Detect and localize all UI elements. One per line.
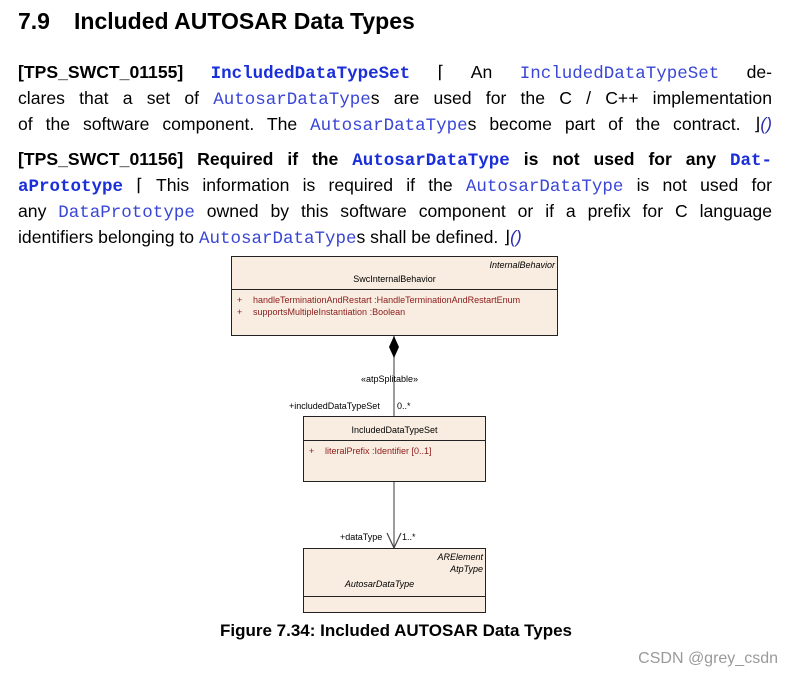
section-number: 7.9 — [18, 8, 50, 34]
text: of the software component. The — [18, 114, 298, 134]
requirement-line — [18, 147, 772, 173]
section-heading — [18, 8, 415, 35]
requirement-heading-text: Required if the — [197, 149, 339, 169]
figure-caption — [0, 621, 794, 641]
attribute-row — [237, 295, 520, 305]
requirement-line — [18, 173, 772, 199]
class-link[interactable]: DataPrototype — [58, 203, 195, 223]
class-link[interactable]: AutosarDataType — [310, 116, 468, 136]
class-name: IncludedDataTypeSet — [351, 425, 438, 435]
class-name: SwcInternalBehavior — [353, 274, 436, 284]
open-bracket: ⌈ — [437, 62, 445, 82]
stereotype-label: ARElement — [437, 552, 483, 562]
class-link[interactable]: IncludedDataTypeSet — [519, 64, 720, 84]
text: de- — [746, 62, 773, 82]
requirement-line — [18, 199, 772, 225]
association-stereotype: «atpSplitable» — [361, 374, 419, 384]
association-role: +includedDataTypeSet — [289, 401, 380, 411]
requirement-id: [TPS_SWCT_01156] — [18, 149, 184, 169]
requirement-heading-link[interactable]: AutosarDataType — [352, 151, 510, 171]
class-link[interactable]: AutosarDataType — [198, 229, 357, 249]
text: clares that a set of — [18, 88, 200, 108]
visibility-marker: + — [237, 307, 243, 317]
stereotype-label: AtpType — [450, 564, 483, 574]
requirement-heading-link[interactable]: aPrototype — [18, 177, 124, 197]
class-link[interactable]: AutosarDataType — [213, 90, 371, 110]
attribute-text: handleTerminationAndRestart :HandleTerminationAndRestartEnum — [253, 295, 521, 305]
close-bracket: ⌋ — [753, 114, 761, 134]
text: is not used for — [636, 175, 772, 195]
text: s are used for the C / C++ implementation — [370, 88, 772, 108]
class-header — [232, 257, 557, 290]
visibility-marker: + — [237, 295, 243, 305]
attribute-text: literalPrefix :Identifier [0..1] — [325, 446, 432, 456]
requirement-heading-text: is not used for any — [523, 149, 717, 169]
stereotype-label: InternalBehavior — [489, 260, 555, 270]
class-name: AutosarDataType — [344, 579, 415, 589]
navigation-arrow-icon — [387, 533, 401, 548]
requirement-heading-link[interactable]: Dat- — [730, 151, 773, 171]
caption-text: Figure 7.34: Included AUTOSAR Data Types — [219, 621, 573, 640]
watermark: CSDN @grey_csdn — [638, 650, 778, 667]
close-bracket: ⌋ — [503, 227, 511, 247]
association-multiplicity: 1..* — [402, 532, 416, 542]
text: identifiers belonging to — [18, 227, 195, 247]
class-autosar-data-type[interactable] — [303, 548, 486, 613]
attribute-row — [309, 446, 432, 456]
requirement-line — [18, 112, 772, 138]
class-swc-internal-behavior[interactable] — [231, 256, 558, 336]
attribute-row — [237, 307, 405, 317]
requirement-heading-link[interactable]: IncludedDataTypeSet — [210, 64, 411, 84]
requirement-tps-swct-01156 — [18, 147, 772, 251]
attribute-text: supportsMultipleInstantiation :Boolean — [253, 307, 406, 317]
association-role: +dataType — [340, 532, 383, 542]
trace-link[interactable]: () — [760, 114, 773, 134]
text: s shall be defined. — [356, 227, 499, 247]
class-header — [304, 549, 485, 597]
visibility-marker: + — [309, 446, 315, 456]
trace-link[interactable]: () — [510, 227, 522, 247]
text: any — [18, 201, 47, 221]
association-multiplicity: 0..* — [397, 401, 411, 411]
class-included-data-type-set[interactable] — [303, 416, 486, 482]
text: This information is required if the — [155, 175, 453, 195]
text: owned by this software component or if a prefix for C language — [206, 201, 773, 221]
requirement-line — [18, 86, 772, 112]
composition-diamond-icon — [389, 336, 399, 358]
requirement-tps-swct-01155 — [18, 60, 772, 138]
text: An — [470, 62, 493, 82]
requirement-id: [TPS_SWCT_01155] — [18, 62, 184, 82]
class-link[interactable]: AutosarDataType — [465, 177, 624, 197]
text: s become part of the contract. — [467, 114, 741, 134]
section-title: Included AUTOSAR Data Types — [74, 8, 415, 34]
requirement-line — [18, 225, 772, 251]
open-bracket: ⌈ — [136, 175, 144, 195]
class-header — [304, 417, 485, 441]
requirement-line — [18, 60, 772, 86]
